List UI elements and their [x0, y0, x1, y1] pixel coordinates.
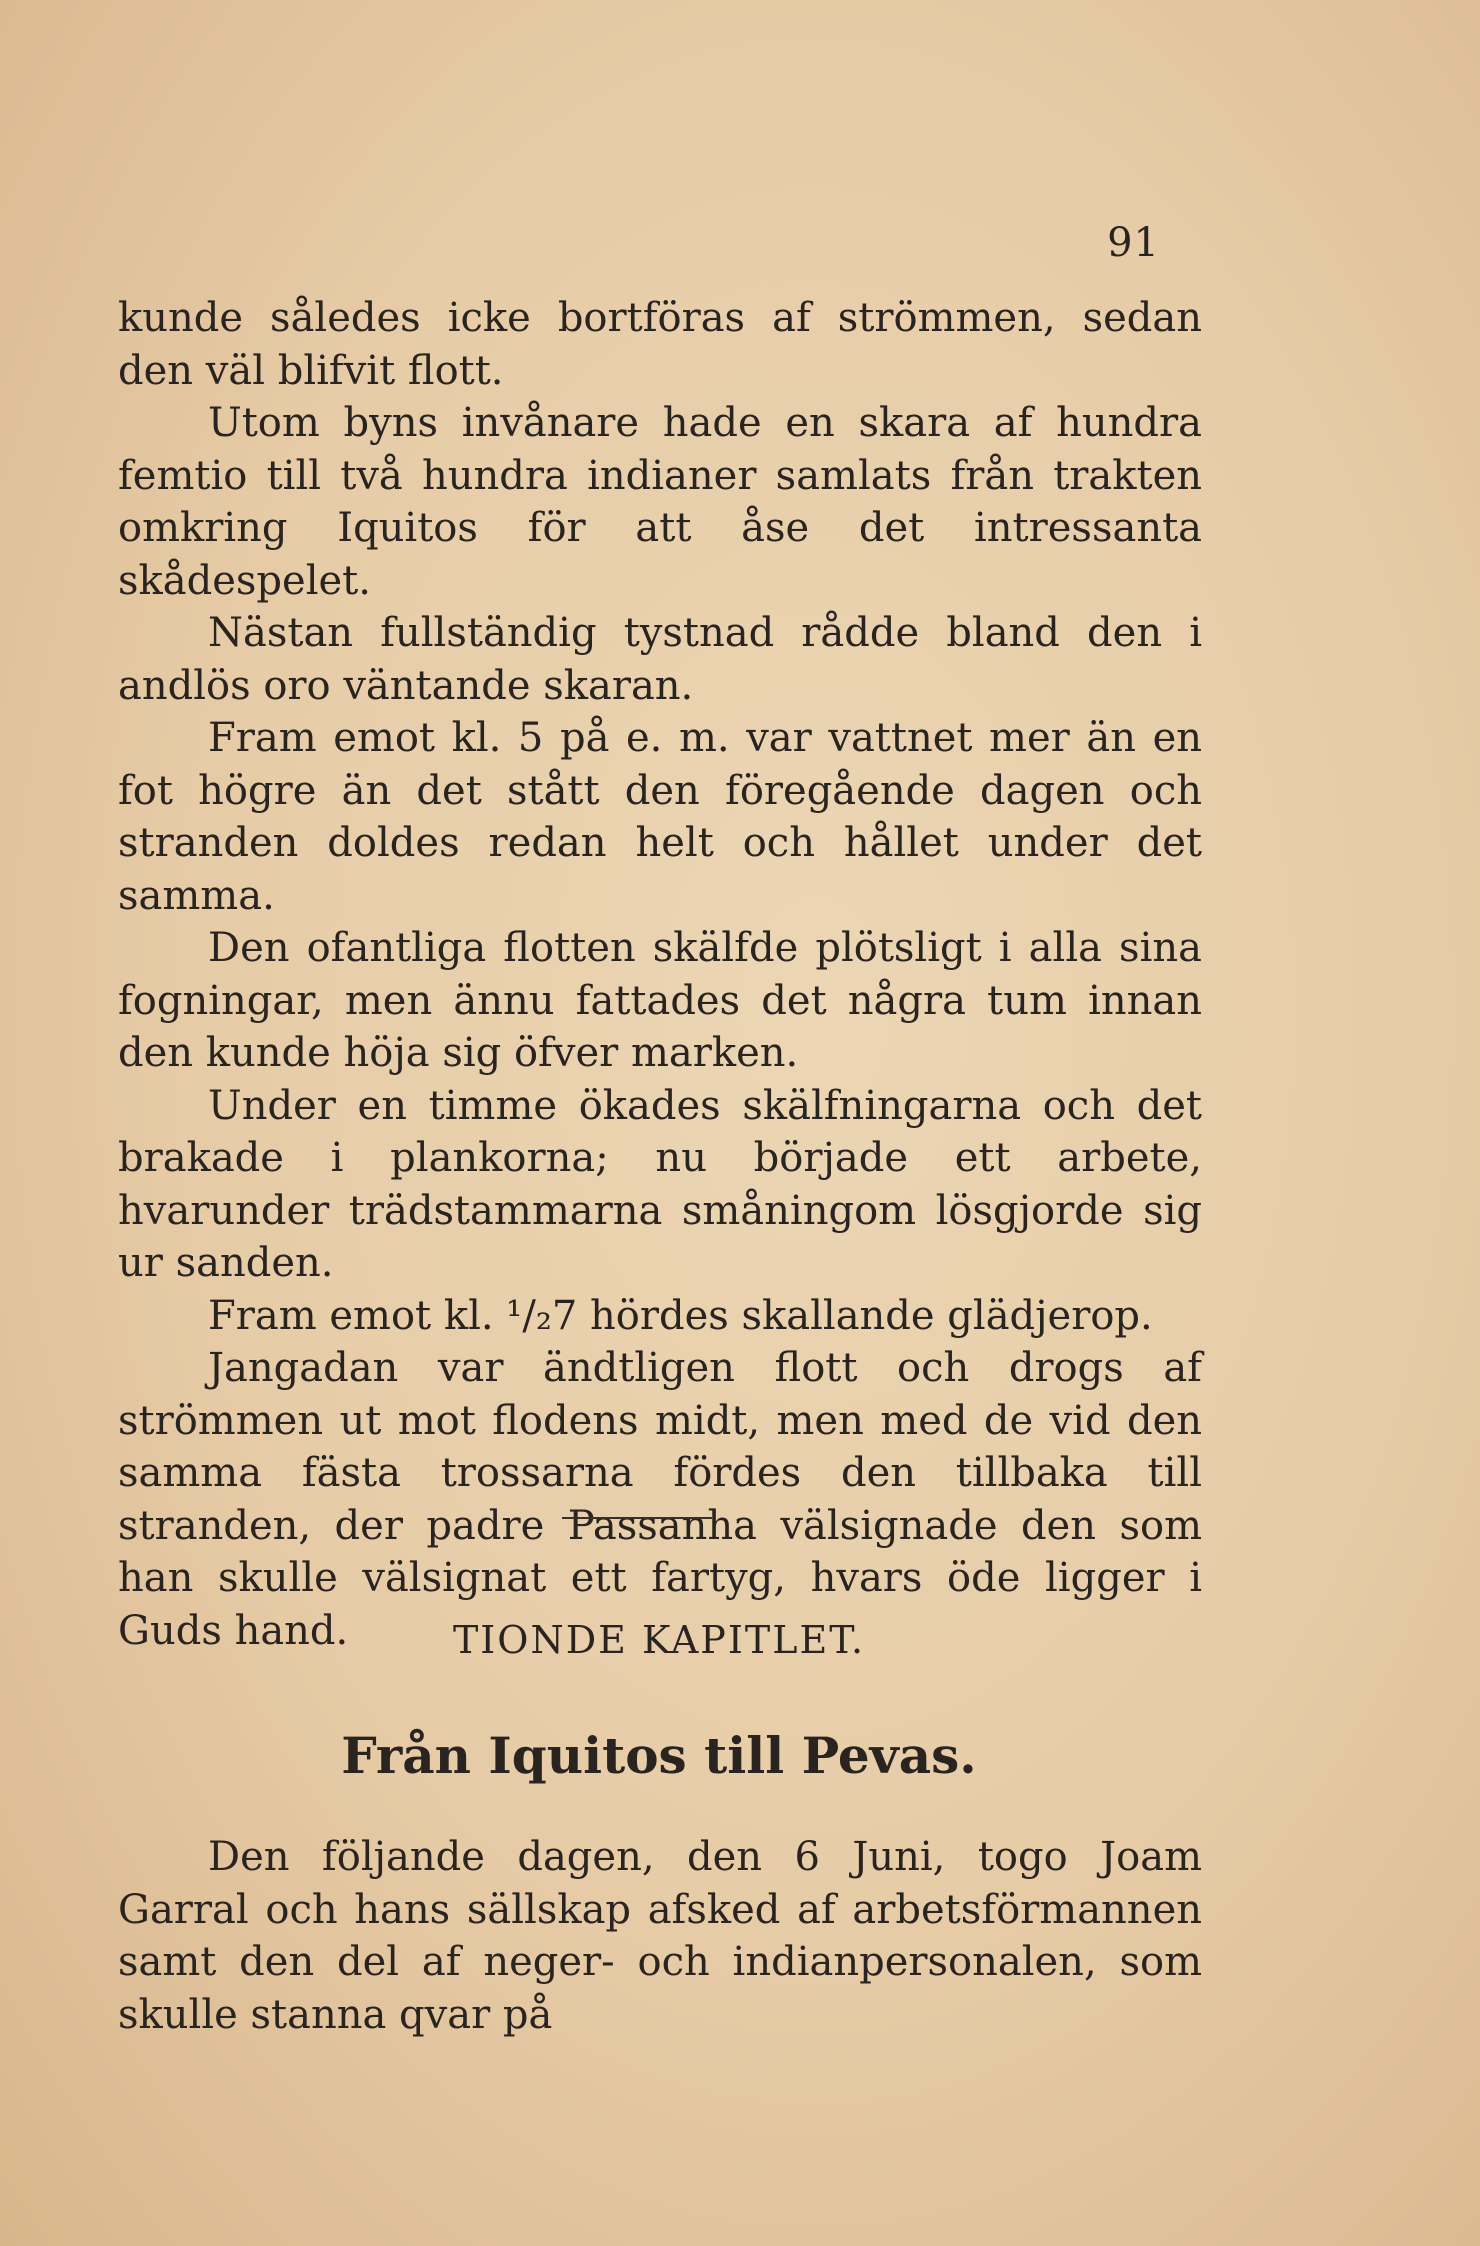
chapter-title: Från Iquitos till Pevas.: [341, 1726, 977, 1785]
chapter-body-text: [118, 1831, 1202, 2041]
paragraph: kunde således icke bortföras af strömmen, sedan den väl blifvit flott.: [118, 295, 1202, 394]
paragraph: Nästan fullständig tystnad rådde bland den i andlös oro väntande skaran.: [118, 610, 1202, 709]
body-text: [118, 292, 1202, 1657]
paragraph: Den ofantliga flotten skälfde plötsligt i alla sina fogningar, men ännu fattades det några tum innan den kunde höja sig öfver marken.: [118, 925, 1202, 1076]
paragraph: Fram emot kl. ¹/₂7 hördes skallande glädjerop.: [208, 1292, 1153, 1339]
page-number: 91: [1107, 220, 1160, 266]
paragraph: Fram emot kl. 5 på e. m. var vattnet mer än en fot högre än det stått den föregående dagen och stranden doldes redan helt och hållet under det samma.: [118, 715, 1202, 919]
chapter-heading: TIONDE KAPITLET.: [452, 1618, 866, 1662]
paragraph: Jangadan var ändtligen flott och drogs af strömmen ut mot flodens midt, men med de vid den samma fästa trossarna fördes den tillbaka till stranden, der padre Passanha välsignade den som han skulle välsignat ett fartyg, hvars öde ligger i Guds hand.: [118, 1345, 1202, 1654]
paragraph: Den följande dagen, den 6 Juni, togo Joam Garral och hans sällskap afsked af arbetsförmannen samt den del af neger- och indianpersonalen, som skulle stanna qvar på: [118, 1834, 1202, 2038]
section-divider: [562, 1517, 712, 1519]
paragraph: Utom byns invånare hade en skara af hundra femtio till två hundra indianer samlats från trakten omkring Iquitos för att åse det intressanta skådespelet.: [118, 400, 1202, 604]
paragraph: Under en timme ökades skälfningarna och det brakade i plankorna; nu började ett arbete, hvarunder trädstammarna småningom lösgjorde sig ur sanden.: [118, 1082, 1202, 1286]
